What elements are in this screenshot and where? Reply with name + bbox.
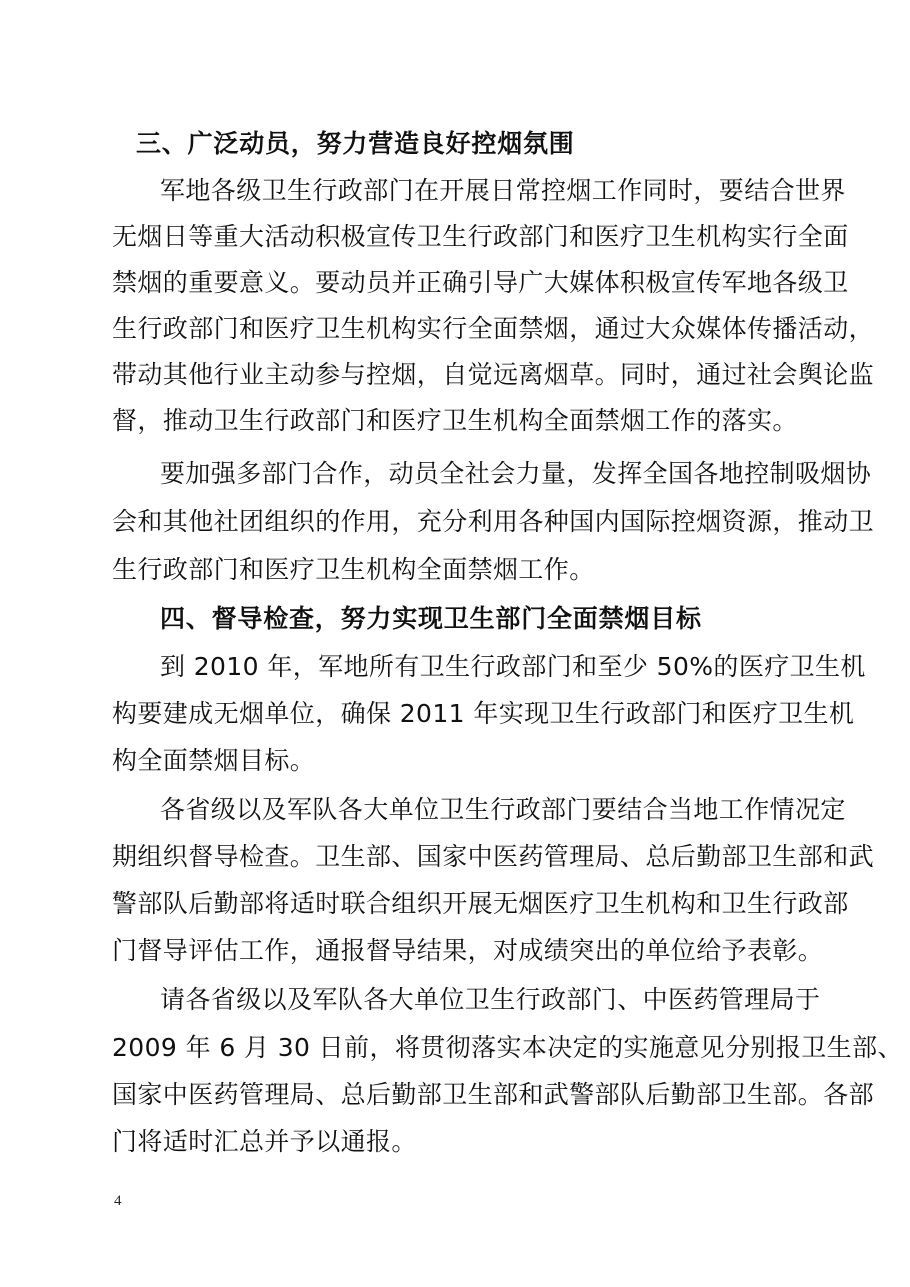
section-4-heading: 四、督导检查，努力实现卫生部门全面禁烟目标 (160, 604, 702, 633)
section-3-para-1-line-1: 军地各级卫生行政部门在开展日常控烟工作同时，要结合世界 (160, 176, 846, 205)
section-4-para-3-line-3: 国家中医药管理局、总后勤部卫生部和武警部队后勤部卫生部。各部 (112, 1080, 875, 1109)
section-3-para-1-line-4: 生行政部门和医疗卫生机构实行全面禁烟，通过大众媒体传播活动， (112, 314, 875, 343)
section-3-para-1-line-2: 无烟日等重大活动积极宣传卫生行政部门和医疗卫生机构实行全面 (112, 222, 849, 251)
section-3-para-2-line-1: 要加强多部门合作，动员全社会力量，发挥全国各地控制吸烟协 (160, 459, 872, 488)
section-4-para-3-line-2: 2009 年 6 月 30 日前，将贯彻落实本决定的实施意见分别报卫生部、 (112, 1033, 903, 1062)
section-4-para-1-line-1: 到 2010 年，军地所有卫生行政部门和至少 50%的医疗卫生机 (160, 652, 866, 681)
section-4-para-3-line-4: 门将适时汇总并予以通报。 (112, 1127, 417, 1156)
page-number: 4 (114, 1193, 122, 1209)
section-4-para-2-line-1: 各省级以及军队各大单位卫生行政部门要结合当地工作情况定 (160, 795, 846, 824)
section-4-para-2-line-3: 警部队后勤部将适时联合组织开展无烟医疗卫生机构和卫生行政部 (112, 889, 849, 918)
section-3-heading: 三、广泛动员，努力营造良好控烟氛围 (136, 129, 575, 158)
section-3-para-1-line-6: 督，推动卫生行政部门和医疗卫生机构全面禁烟工作的落实。 (112, 406, 798, 435)
section-3-para-1-line-5: 带动其他行业主动参与控烟，自觉远离烟草。同时，通过社会舆论监 (112, 360, 875, 389)
section-4-para-2-line-2: 期组织督导检查。卫生部、国家中医药管理局、总后勤部卫生部和武 (112, 842, 875, 871)
section-4-para-2-line-4: 门督导评估工作，通报督导结果，对成绩突出的单位给予表彰。 (112, 936, 824, 965)
section-3-para-2-line-2: 会和其他社团组织的作用，充分利用各种国内国际控烟资源，推动卫 (112, 507, 875, 536)
section-4-para-1-line-3: 构全面禁烟目标。 (112, 746, 316, 775)
section-3-para-1-line-3: 禁烟的重要意义。要动员并正确引导广大媒体积极宣传军地各级卫 (112, 268, 849, 297)
section-4-para-3-line-1: 请各省级以及军队各大单位卫生行政部门、中医药管理局于 (160, 985, 821, 1014)
section-4-para-1-line-2: 构要建成无烟单位，确保 2011 年实现卫生行政部门和医疗卫生机 (112, 699, 855, 728)
section-3-para-2-line-3: 生行政部门和医疗卫生机构全面禁烟工作。 (112, 555, 595, 584)
